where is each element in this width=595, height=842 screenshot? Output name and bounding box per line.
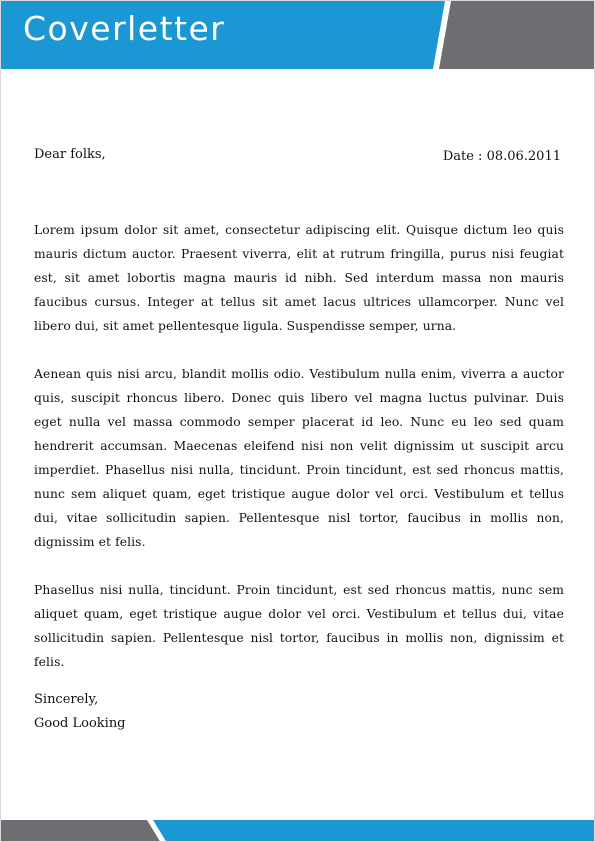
letter-date: Date : 08.06.2011 (442, 149, 561, 164)
document-title: Coverletter (23, 9, 226, 48)
signature-name: Good Looking (34, 716, 126, 731)
salutation: Dear folks, (34, 147, 106, 162)
header-gray-shape (439, 1, 595, 69)
footer-gray-shape (1, 820, 161, 842)
body-paragraph-1: Lorem ipsum dolor sit amet, consectetur adipiscing elit. Quisque dictum leo quis mauris dictum auctor. Praesent viverra, elit at rutrum fringilla, purus nisi feugiat est, sit amet lobortis magna mauris id nibh. Sed interdum massa non mauris faucibus cursus. Integer at tellus sit amet lacus ultrices ullamcorper. Nunc vel libero dui, sit amet pellentesque ligula. Suspendisse semper, urna. (34, 223, 564, 333)
body-paragraph-3: Phasellus nisi nulla, tincidunt. Proin tincidunt, est sed rhoncus mattis, nunc sem aliquet quam, eget tristique augue dolor vel orci. Vestibulum et tellus dui, vitae sollicitudin sapien. Pellentesque nisl tortor, faucibus in mollis non, dignissim et felis. (34, 583, 564, 669)
closing-line: Sincerely, (34, 692, 99, 707)
closing-block (34, 688, 126, 736)
letter-body (34, 218, 564, 698)
footer-band (1, 820, 595, 842)
body-paragraph-2: Aenean quis nisi arcu, blandit mollis odio. Vestibulum nulla enim, viverra a auctor quis, suscipit rhoncus libero. Donec quis libero vel magna luctus pulvinar. Duis eget nulla vel massa commodo semper placerat id leo. Nunc eu leo sed quam hendrerit accumsan. Maecenas eleifend nisi non velit dignissim ut suscipit arcu imperdiet. Phasellus nisi nulla, tincidunt. Proin tincidunt, est sed rhoncus mattis, nunc sem aliquet quam, eget tristique augue dolor vel orci. Vestibulum et tellus dui, vitae sollicitudin sapien. Pellentesque nisl tortor, faucibus in mollis non, dignissim et felis. (34, 367, 564, 549)
header-band (1, 1, 595, 69)
footer-blue-shape (153, 820, 595, 842)
footer-shapes (1, 820, 595, 842)
